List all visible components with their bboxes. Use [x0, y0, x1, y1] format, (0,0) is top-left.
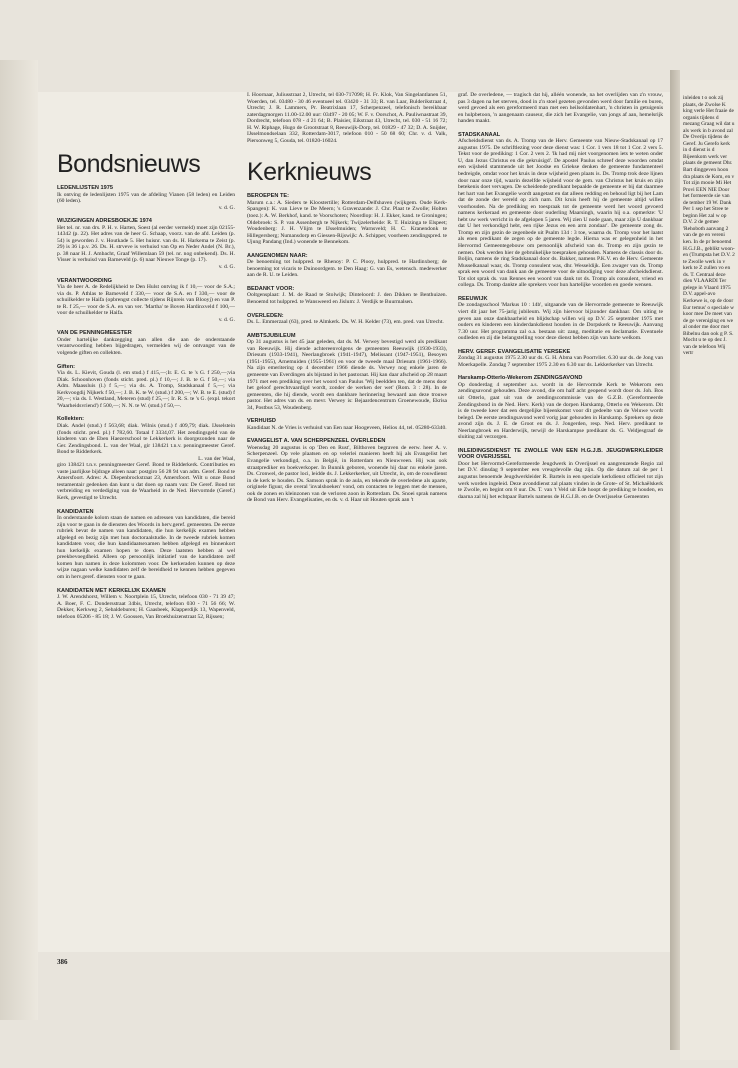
article-body: Ooltgensplaat: J. M. de Raad te Stolwijk; Dinteloord: J. den Dikken te Benthuizen. Benoemd tot hulppred. te Wansweerd en Jislum: J. Verdijk te Buurmalsen. [247, 292, 447, 306]
article-body: In onderstaande kolom staan de namen en adressen van kandidaten, die bereid zijn voor te gaan in de diensten des Woords in herv.geref. gemeenten. De eerste rubriek bevat de namen van kandidaten, die hun kerkelijk examen hebben afgelegd en bezig zijn met hun doctoraalstudie. In de tweede rubriek komen kandidaten voor, die hun kandidaatsexamen hebben afgelegd en binnenkort hun kerkelijk examen hopen te doen. Deze laatsten hebben al wel preekbevoegdheid. Alleen op persoonlijk initiatief van de kandidaten zelf komen hun namen in deze kolommen voor. De kerkeraden kunnen op deze wijze nagaan welke kandidaten zelf de bereidheid te kennen hebben gegeven om in herv.geref. diensten voor te gaan. [57, 515, 235, 580]
article [57, 364, 235, 410]
article-heading: VERANTWOORDING [57, 277, 113, 284]
column-three [458, 92, 663, 500]
article [458, 448, 663, 500]
article-heading: INLEIDINGSDIENST TE ZWOLLE VAN EEN H.G.J.B. JEUGDWERKLEIDER VOOR OVERIJSSEL [458, 447, 663, 461]
article-signature: v. d. G. [218, 204, 235, 211]
article-body: Woensdag 20 augustus is op 'Den en Rust', Bilthoven begraven de eerw. heer A. v. Scherpenzeel. Op vele plaatsen en op velerlei manieren heeft hij als Evangelist het Evangelie verkondigd, o.a. in België, in Rotterdam en Nieuwveen. Hij was ook straatprediker en boekverkoper. In Bunnik geboren, wonende hij daar nu enkele jaren. Ds. Cronwel, de pastor loci, leidde ds. J. Lekkerkerker, uit Utrecht, in, om de rouwdienst in de kerk te houden. Ds. Samson sprak in de aula, en tekende de overledene als aparte, originele figuur, die overal 'invalshoeken' vond, om contacten te leggen met de mensen, ook de zonen en kleinzonen van de verloren zoon in Rotterdam. Ds. Snoei sprak namens de Bond van Herv. Evangelisaties, en ds. v. d. Haar uit Houten sprak aan 't [247, 444, 447, 504]
article-heading: BEDANKT VOOR: [247, 285, 295, 292]
article-heading: VAN DE PENNINGMEESTER [57, 330, 132, 337]
article-heading: LEDENLIJSTEN 1975 [57, 185, 113, 191]
page-number: 386 [57, 958, 68, 966]
article-heading: OVERLEDEN: [247, 312, 284, 319]
article [247, 333, 447, 412]
article-body: Diak. Andel (stud.) f 563,68; diak. Wilnis (stud.) f 409,79; diak. IJsselstein (fonds sticht. pred. pl.) f 782,60. Totaal f 3334,07. Het zendingsgeld van de kinderen van de Eben Haezerschool te Lekkerkerk is doorgezonden naar de Ger. Zendingsbond. L. van der Waal, gir 138421 t.n.v. penningmeester Geref. Bond te Ridderkerk. [57, 422, 235, 456]
kerknieuws-articles [247, 193, 447, 503]
candidates-list-continued: I. Hoornaar, Juliusstraat 2, Utrecht, tel 030-717098; H. Fr. Klok, Van Singelantlanen 51, Woerden, tel. 03480 - 30 46 eventueel tel. 03420 - 31 33; R. van Laar, Bulderikstraat 4, Utrecht; J. R. Lammers, Pr. Beatrixlaan 17, Scherpenzeel, telefonisch bereikbaar zaterdagmorgen 11.00-12.00 uur: 03497 - 20 05; W. F. v. Oorschot, A. Pauliwnastraat 39, Dordrecht, telefoon 078 - 4 21 64; B. Plaisier, Eikstraat 43, Utrecht, tel. 030 - 51 16 72; H. W. Riphage, Hugo de Grootstraat 8, Reeuwijk-Dorp, tel. 01829 - 47 32; D. A. Snijder, IJsselmondselaan 332, Rotterdam-3017, telefoon 010 - 50 68 60; Chr. v. d. Valk, Piersonweg 5, Gouda, tel. 01820-16024. [247, 92, 447, 144]
article-heading: STADSKANAAL [458, 131, 501, 138]
section-title-bondsnieuws: Bondsnieuws [57, 150, 201, 178]
article-body: Ik ontving de ledenlijsten 1975 van de afdeling Vianen (58 leden) en Leiden (60 leden). [57, 191, 235, 205]
article-heading: KANDIDATEN [57, 508, 94, 515]
column-bondsnieuws [57, 150, 235, 620]
article [57, 278, 235, 324]
article-heading: AMBTSJUBILEUM [247, 332, 296, 339]
article-heading: WIJZIGINGEN ADRESBOEKJE 1974 [57, 218, 152, 225]
article-body: De benoeming tot hulppred. te Rhenoy: P. C. Plooy, hulppred. te Hardinxberg; de benoeming tot vicaris te Duinoordgem. te Den Haag: G. van Es, wetensch. medewerker aan de R. U. te Leiden. [247, 259, 447, 279]
article [458, 349, 663, 369]
article-heading: AANGENOMEN NAAR: [247, 252, 308, 259]
article [57, 509, 235, 581]
article-body: Op donderdag 4 september a.s. wordt in de Hervormde Kerk te Wekerom een zendingsavond gehouden. Deze avond, die om half acht geopend wordt door ds. Joh. Bos uit Otterlo, gaat uit van de zendingscommissie van de G.Z.B. (Gereformeerde Zendingsbond in de Ned. Herv. Kerk) van de dorpen Harskamp, Otterlo en Wekerom. Dit is de tweede keer dat een dergelijke bijeenkomst voor dit gedeelte van de Veluwe wordt belegd. De eerste zendingsavond werd vorig jaar gehouden in Harskamp. Sprekers op deze avond zijn ds. J. E. de Groot en ds. J. Jongerden, resp. Ned. Herv. predikant te Neerlangbroek en Harderwijk, terwijl de Harskampse predikant ds. G. Veldjesgraaf de sluiting zal verzorgen. [458, 381, 663, 441]
article-heading: BEROEPEN TE: [247, 193, 289, 200]
article-heading: Kollekten: [57, 416, 85, 423]
article-body: Het tel. nr. van drs. P. H. v. Harten, Soest (al eerder vermeld) moet zijn 02155-14342 (p. 22). Het adres van de heer G. Schaap, voorz. van de afd. Leiden (p. 54) is geworden J. v. Houtkade 5. Het huisnr. van ds. H. Harkema te Zeist (p. 29) is 36 i.p.v. 26. Ds. H. strveve is verhuisd van Op en Neder Andel (N. Br.), p. 38 naar H. J. Ambacht, Graaf Willemlaan 59 (tel. nr. nog onbekend). Ds. H. Visser is verhuisd van Barneveld (p. 6) naar Nieuwe Tonge (p. 17). [57, 224, 235, 264]
article-heading: Giften: [57, 363, 76, 370]
section-title-kerknieuws: Kerknieuws [247, 158, 372, 187]
bondsnieuws-articles [57, 185, 235, 620]
article-body: Afscheidsdienst van ds. A. Tromp van de Herv. Gemeente van Nieuw-Stadskanaal op 17 augustus 1975. De schriftlezing voor deze dienst was: 1 Cor. 1 vers 18 tot 1 Cor. 2 vers 5. Tekst voor de prediking: 1 Cor. 2 vers 2. 'Ik had mij niet voorgenomen iets te weten onder U, dan Jezus Christus en die gekruisigd'. De apostel Paulus schreef deze woorden omdat een wijsheid stammende uit het Joodse en Griekse denken de gemeente fundamenteel bedreigde, omdat voor het kruis in deze wijsheid geen plaats is. Ds. Tromp trok deze lijnen door naar onze tijd, waarin dezelfde wijsheid voor de gem. van Christus het kruis en zijn betekenis doet vervagen. De scheidende predikant bepaalde de gemeente er bij dat daarmee het hart van het Evangelie wordt aangetast en dat alleen redding en behoud ligt bij het Lam dat de zonde der wereld op zich nam. Dit kruis heeft hij de gemeente altijd willen voorhouden. Na de prediking en toespraak tot de gemeente werd het woord gevoerd namens kerkeraad en gemeente door ouderling Maarsingh, waarin hij o.a. opmerkte: 'U hebt uw werk verricht in de afgelopen 5 jaren. Wij zien U node gaan, maar zijn U dankbaar dat U het verkondigd hebt, een rijke Jezus en een arm zondaar'. De gemeente zong ds. Tromp en zijn gezin de zegenbede uit Psalm 134 : 3 toe, waarna ds. Tromp voor het laatst als enen predikant de zegen op de gemeente legde. Hierna was er gelegenheid in het Hervormd Gemeentegebouw om persoonlijk afscheid van ds. Tromp en zijn gezin te nemen. Ook werden hier de gebruikelijke toespraken gehouden. Namens de classis door ds. Boljin, namens de ring Stadskanaal door ds. Bakker, namens P.K.V. en de Herv. Gemeente Musselkanaal waar, ds. Tromp consulent was, dhr. Wesseldijk. Een zwager van ds. Tromp sprak een woord van dank aan de gemeente voor de uitnodiging voor deze afscheidsdienst. Tot slot sprak ds. van Rennes een woord van dank tot ds. Tromp als consulent, vriend en collega. Ds. Tromp dankte alle sprekers voor hun hartelijke woorden en goede wensen. [458, 138, 663, 289]
article-body: J. W. Arendshorst, Willem v. Noortplein 15, Utrecht, telefoon 030 - 71 39 47; A. Boer, F. C. Dondersstraat 34bis, Utrecht, telefoon 030 - 71 56 66; W. Dekker, Kerkweg 2, Sebaldeburen; H. Gaasbeek, Klapperdijk 13, Wapenveld, telefoon 05206 - 85 18; J. W. Goossen, Van Broekhuizenstraat 52, Rijssen; [57, 594, 235, 620]
article-body: Onder hartelijke dankzegging aan allen die aan de onderstaande verantwoording hebben bijgedragen, vermelden wij de ontvangst van de volgende giften en collekten. [57, 336, 235, 357]
column-kerknieuws [247, 92, 447, 504]
article-heading: REEUWIJK [458, 295, 488, 302]
article-body: Marum c.a.: A. Sieders te Kloostertille; Rotterdam-Delfshaven (wijkgem. Oude Kerk-Spangen): K. van Lieve te De Meern; 's Gravenzande: J. Chr. Plaat te Zwolle; Holten (toez.): A. W. Berkhof, kand. te Voorschoten; Noordlop: H. J. Ekker, kand. te Groningen; Oldebroek: S. P. van Assenbergh te Nijkerk; Twijzelerheide: R. T. Huizinga te Elspeet; Woudenberg: J. H. Vlijm te IJsselmuiden; Warnsveld; H. C. Kranendonk te Hillegersberg; Numansdorp en Giessen-Rijswijk: A. Schipper, voorheen zendingspred. te Ujung Pandang (Ind.) wonende te Bennekom. [247, 199, 447, 246]
article [458, 375, 663, 440]
article [57, 462, 235, 501]
article [247, 418, 447, 431]
article-body: Via de heer A. de Redelijkheid te Den Hulst ontving ik f 10,— voor de S.A.; via ds. P. Athlas te Barneveld f 330,— voor de S.A. en f 330,— voor de schuilkelder te Haifa (opbrengst collecte tijdens Rijnreis van Blooyj) en van P. te R. f 25,— voor de S.A. en van ver. 'Martha' te Boven Hardinxveld f 100,— voor de schuilkelder te Haifa. [57, 284, 235, 317]
column-three-articles [458, 132, 663, 500]
article-body: Door het Hervormd-Gereformeerde Jeugdwerk in Overijssel en aangrenzende Regio zal het D.V. dinsdag 9 september een vreugdevolle dag zijn. Op die datum zal de per 1 augustus benoemde Jeugdwerkleider R. Bartels in een speciale kerkdienst officieel tot zijn werk worden ingeleid. Deze avonddienst zal plaats vinden in de Grote- of St. Michaëlskerk te Zwolle, en begint om 8 uur. Ds. T. van 't Veld uit Ede hoopt de prediking te houden, en daarna zal hij het echtpaar Bartels namens de H.G.J.B. en de Overijsselse Gemeenten [458, 460, 663, 500]
left-page-edge [0, 60, 38, 1020]
article-heading: VERHUISD [247, 418, 276, 425]
article [247, 253, 447, 279]
article [57, 416, 235, 462]
article-body: Zondag 31 augustus 1975 2.30 uur ds. G. H. Abma van Poortvliet. 6.30 uur ds. de Jong van Moerkapelle. Zondag 7 september 1975 2.30 en 6.30 uur ds. Lekkerkerker van Utrecht. [458, 355, 663, 368]
article-heading: HERV. GEREF. EVANGELISATIE YERSEKE [458, 348, 571, 355]
article [458, 296, 663, 342]
article-heading: Harskamp-Otterlo-Wekerom ZENDINGSAVOND [458, 375, 583, 382]
article [57, 185, 235, 211]
article-body: giro 138421 t.n.v. penningmeester Geref. Bond te Ridderkerk. Contributies en vaste jaarlijkse bijdrage alleen naar: postgiro 56 28 94 van adm. Geref. Bond te Amersfoort. Adres: A. Diepenbrockstraat 23, Amersfoort. Wilt u onze Bond testamentair gedenken dan kunt u dat doen op naam van: De Geref. Bond tot verbreiding en verdediging van de Waarheid in de Ned. Hervormde (Geref.) Kerk, gevestigd te Utrecht. [57, 462, 235, 501]
article-signature: L. van der Waal, [198, 455, 235, 462]
obituary-continued: graf. De overledene, — tragisch dat hij, alléén wonende, na het overlijden van z'n vrouw, pas 3 dagen na het sterven, dood in z'n stoel gezeten gevonden werd door familie en buren, werd gevoed als een gereformeerd man met een heilsoldatenhart, 'n christen in getuigenis en hulpbetoon, 'n aangenaam causeur, die zich het Evangelie, van jongs af aan, hemelsrijk handen maakt. [458, 92, 663, 125]
article [247, 313, 447, 326]
article [458, 132, 663, 289]
article-body: De zondagsschool 'Markus 10 : 14b', uitgaande van de Hervormde gemeente te Reeuwijk viert dit jaar het 75-jarig jubileum. Wij zijn hiervoor bijzonder dankbaar. Om uiting te geven aan onze dankbaarheid en blijdschap willen wij op D.V. 25 september 1975 met ouders en kinderen een kinderdankdienst houden in de Dorpskerk te Reeuwijk. Aanvang 7.30 uur. Het programma zal o.a. bestaan uit: zang, meditatie en declamatie. Eventuele oudleden en zij die belangstelling voor deze dienst hebben zijn van harte welkom. [458, 302, 663, 342]
article [247, 193, 447, 245]
next-page-text: inleiden t o ook zij plaats, de Zwolse K king verle Het fraaie de organis tijdens d mezang Graag wil dat u als werk in b avond zal De Overijs tijdens de Geref. Ju Gerefo kerk in d dienst is d Bijeenkom werk ver plaats de gemeent Dhr. Bart dinggeven hoon dra plaats de Kom, en v Tot zijn mooie Mi Het Provi EEN NIE Door het formeerde sie van de tember 19 W. Dank Per 1 sep het Stree te beginn Het zal w op D.V. 2 de gemee 'Rehoboth aanvang 2 van de ge en vereni ken. In de pr benoemd H.G.J.B., geblikt woon- en (Trumpsta het D.V. 2 te Zwolle werk in v kerk te Z zullen vo en ds. T. Centraal deze dien VLAARDI Ter gelege in Vlaard 1975 D.V. appel-avo Kerkewe is, op de door Eur temus' o speciale w koor mee De meet van de ge vereniging en we al onder me door met Bibelnu dan ook g P. S. Mocht u te op dez J. van de telefoon Wij vertr [683, 95, 735, 357]
article [247, 286, 447, 306]
article-signature: v. d. G. [218, 316, 235, 323]
article [57, 330, 235, 356]
article-heading: EVANGELIST A. VAN SCHERPENZEEL OVERLEDEN [247, 438, 386, 445]
article-body: Ds. L. Emmerzaal (63), pred. te Almkerk. Ds. W. H. Kelder (73), em. pred. van Utrecht. [247, 319, 444, 326]
article-body: Op 31 augustus is het 45 jaar geleden, dat ds. M. Verwey bevestigd werd als predikant van Reeuwijk. Hij diende achtereenvolgens de gemeenten Reeuwijk (1930-1933), Driesum (1933-1941), Neerlangbroek (1941-1947), Melissant (1947-1951), Besoyen (1951-1955), Arnemuiden (1955-1961) en voor de tweede maal Driesum (1961-1966). Na zijn emeritering op 4 december 1966 diende ds. Verwey nog enkele jaren de gemeente van Everdingen als bijstand in het pastoraat. Hij kan daar afscheid op 28 maart 1971 met een prediking over het woord van Paulus 'Wij beeldden ten, dat de mens door het geloof gerechtvaardigd wordt, zonder de werken der wet' (Rom. 3 : 28). In de gemeenten, die hij diende, wordt een dankbare herinnering bewaard aan deze trouwe pastor. Het adres van ds. en mevr. Verwey is: Bejaardencentrum Groenewoude, Ekrisa 34, Postbus 53, Woudenberg. [247, 339, 447, 411]
article [57, 588, 235, 621]
article-signature: v. d. G. [218, 264, 235, 271]
article-heading: KANDIDATEN MET KERKELIJK EXAMEN [57, 587, 166, 594]
article [247, 438, 447, 503]
article [57, 218, 235, 270]
article-body: Kandidaat N. de Vries is verhuisd van Een naar Hoogeveen, Helios 44, tel. 05280-63340. [247, 424, 447, 431]
article-body: Via ds. L. Kievit, Gouda (l. em stud.) f 415,—;Ir. E. G. te 's G. f 250,—;via Diak. Schoonhoven (fonds sticht. pred. pl.) f 10,—; J. B. te G. f 50,—; via Adm. Maassluis (l.) f 5,—; via ds. A. Tromp, Stadskanaal f 5,—; via Kerkvoogdij Nijkerk f 50,—; J. B. K. te W. (stud.) f 200,—; W. B. te E. (stud) f 20,—; via ds. I. Westland, Meteren (stud) f 25,—; Ir. R. S. te 's G. (expl. tekort 'Waarheidsvriend') f 500,—; N. N. te W. (stud.) f 50,—. [57, 370, 235, 409]
page-fold [670, 70, 680, 1050]
